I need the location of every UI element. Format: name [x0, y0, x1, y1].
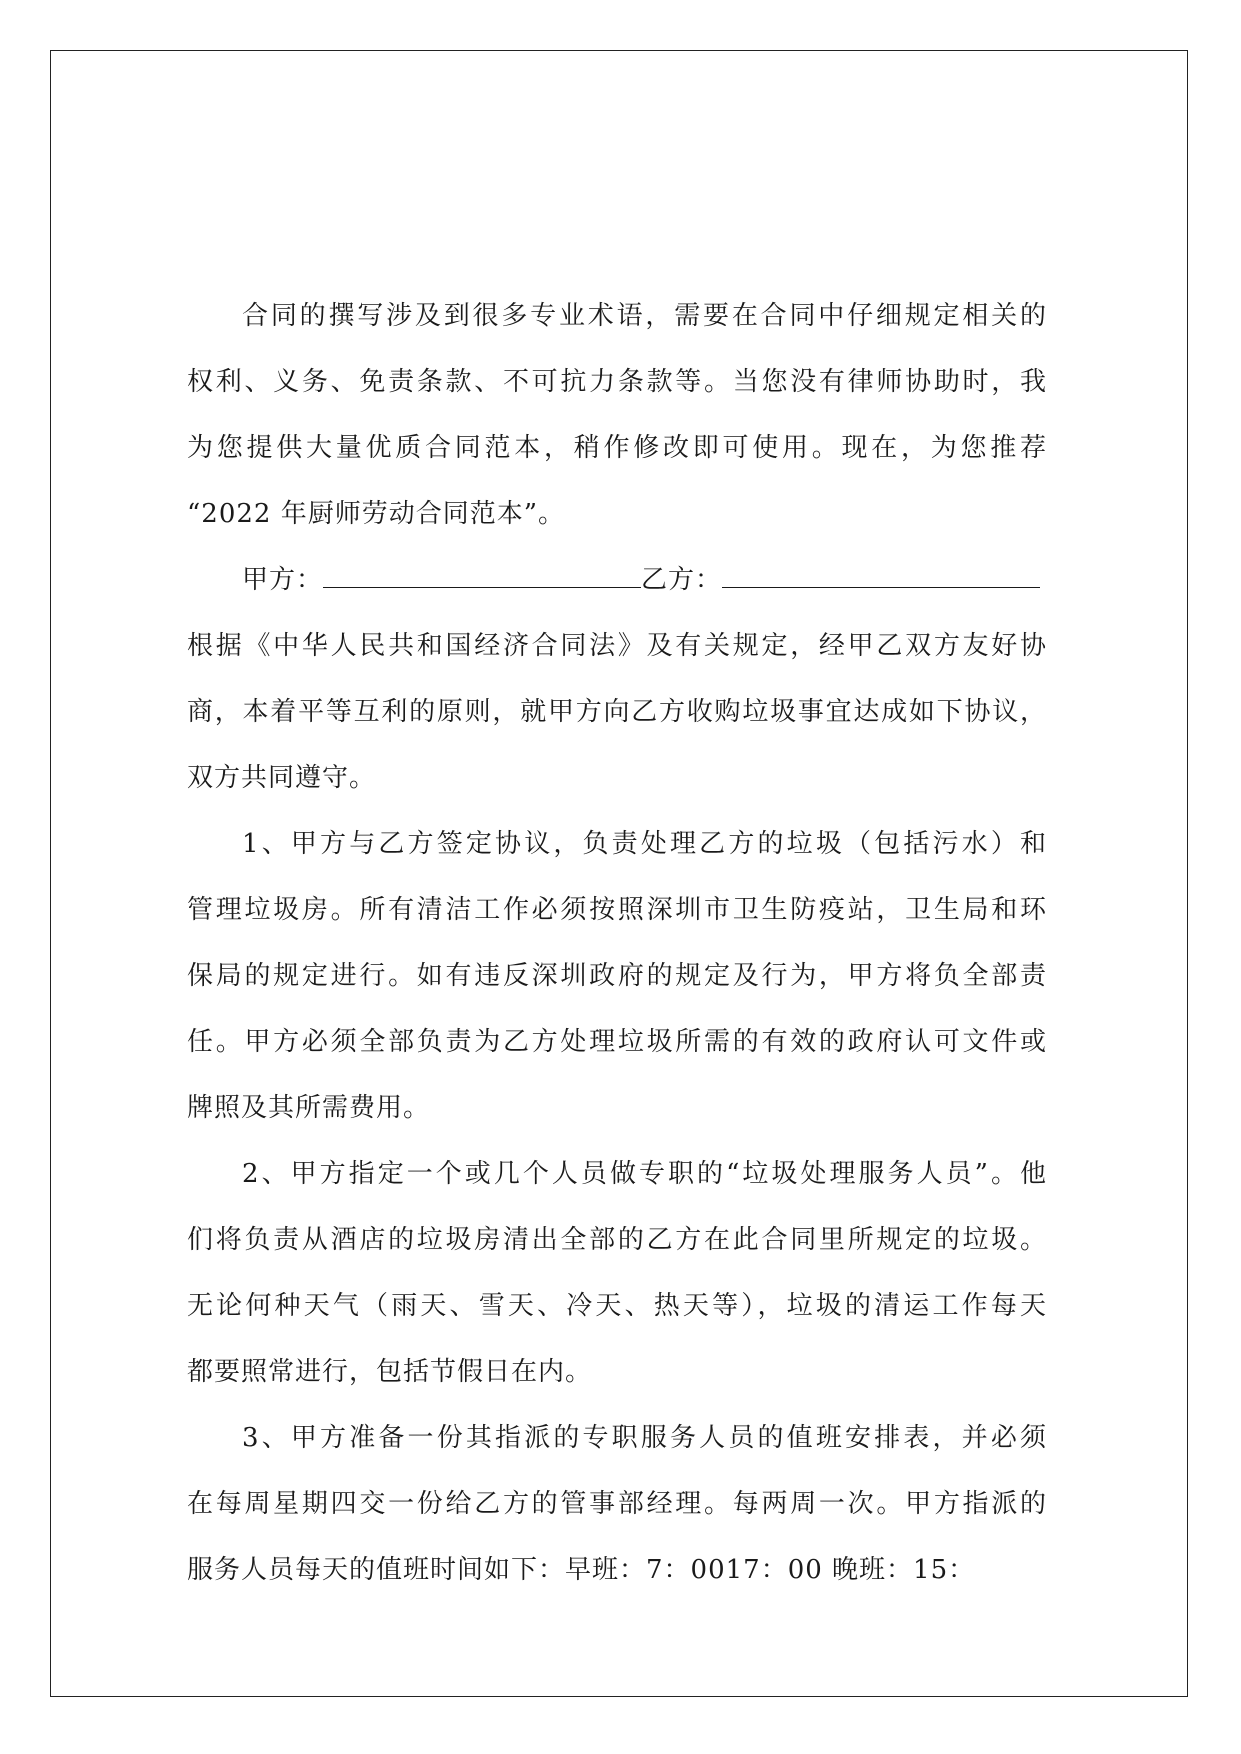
- intro-line: “2022 年厨师劳动合同范本”。: [187, 499, 566, 529]
- preamble-paragraph: [187, 613, 1047, 811]
- clause-line: 1、甲方与乙方签定协议，负责处理乙方的垃圾（包括污水）和: [242, 829, 1047, 859]
- intro-line: 合同的撰写涉及到很多专业术语，需要在合同中仔细规定相关的: [242, 301, 1047, 331]
- clause-line: 都要照常进行，包括节假日在内。: [187, 1357, 593, 1387]
- clause-1: [187, 811, 1047, 1141]
- clause-line: 3、甲方准备一份其指派的专职服务人员的值班安排表，并必须: [242, 1423, 1047, 1453]
- clause-line: 牌照及其所需费用。: [187, 1093, 431, 1123]
- party-a-label: 甲方：: [242, 565, 324, 595]
- clause-line: 2、甲方指定一个或几个人员做专职的“垃圾处理服务人员”。他: [242, 1159, 1047, 1189]
- intro-line: 为您提供大量优质合同范本，稍作修改即可使用。现在，为您推荐: [187, 433, 1047, 463]
- preamble-line: 商，本着平等互利的原则，就甲方向乙方收购垃圾事宜达成如下协议，: [187, 697, 1047, 727]
- clause-line: 服务人员每天的值班时间如下：早班：7：0017：00 晚班：15：: [187, 1555, 976, 1585]
- party-b-blank: [722, 565, 1040, 588]
- party-b-label: 乙方：: [641, 565, 723, 595]
- clause-line: 无论何种天气（雨天、雪天、冷天、热天等），垃圾的清运工作每天: [187, 1291, 1047, 1321]
- clause-2: [187, 1141, 1047, 1405]
- intro-line: 权利、义务、免责条款、不可抗力条款等。当您没有律师协助时，我: [187, 367, 1047, 397]
- clause-line: 在每周星期四交一份给乙方的管事部经理。每两周一次。甲方指派的: [187, 1489, 1047, 1519]
- intro-paragraph: [187, 283, 1047, 547]
- clause-3: [187, 1405, 1047, 1603]
- preamble-line: 根据《中华人民共和国经济合同法》及有关规定，经甲乙双方友好协: [187, 631, 1047, 661]
- parties-line: [187, 547, 1047, 613]
- preamble-line: 双方共同遵守。: [187, 763, 377, 793]
- party-a-blank: [323, 565, 641, 588]
- document-body: [187, 283, 1047, 1603]
- clause-line: 保局的规定进行。如有违反深圳政府的规定及行为，甲方将负全部责: [187, 961, 1047, 991]
- clause-line: 们将负责从酒店的垃圾房清出全部的乙方在此合同里所规定的垃圾。: [187, 1225, 1047, 1255]
- clause-line: 任。甲方必须全部负责为乙方处理垃圾所需的有效的政府认可文件或: [187, 1027, 1047, 1057]
- clause-line: 管理垃圾房。所有清洁工作必须按照深圳市卫生防疫站，卫生局和环: [187, 895, 1047, 925]
